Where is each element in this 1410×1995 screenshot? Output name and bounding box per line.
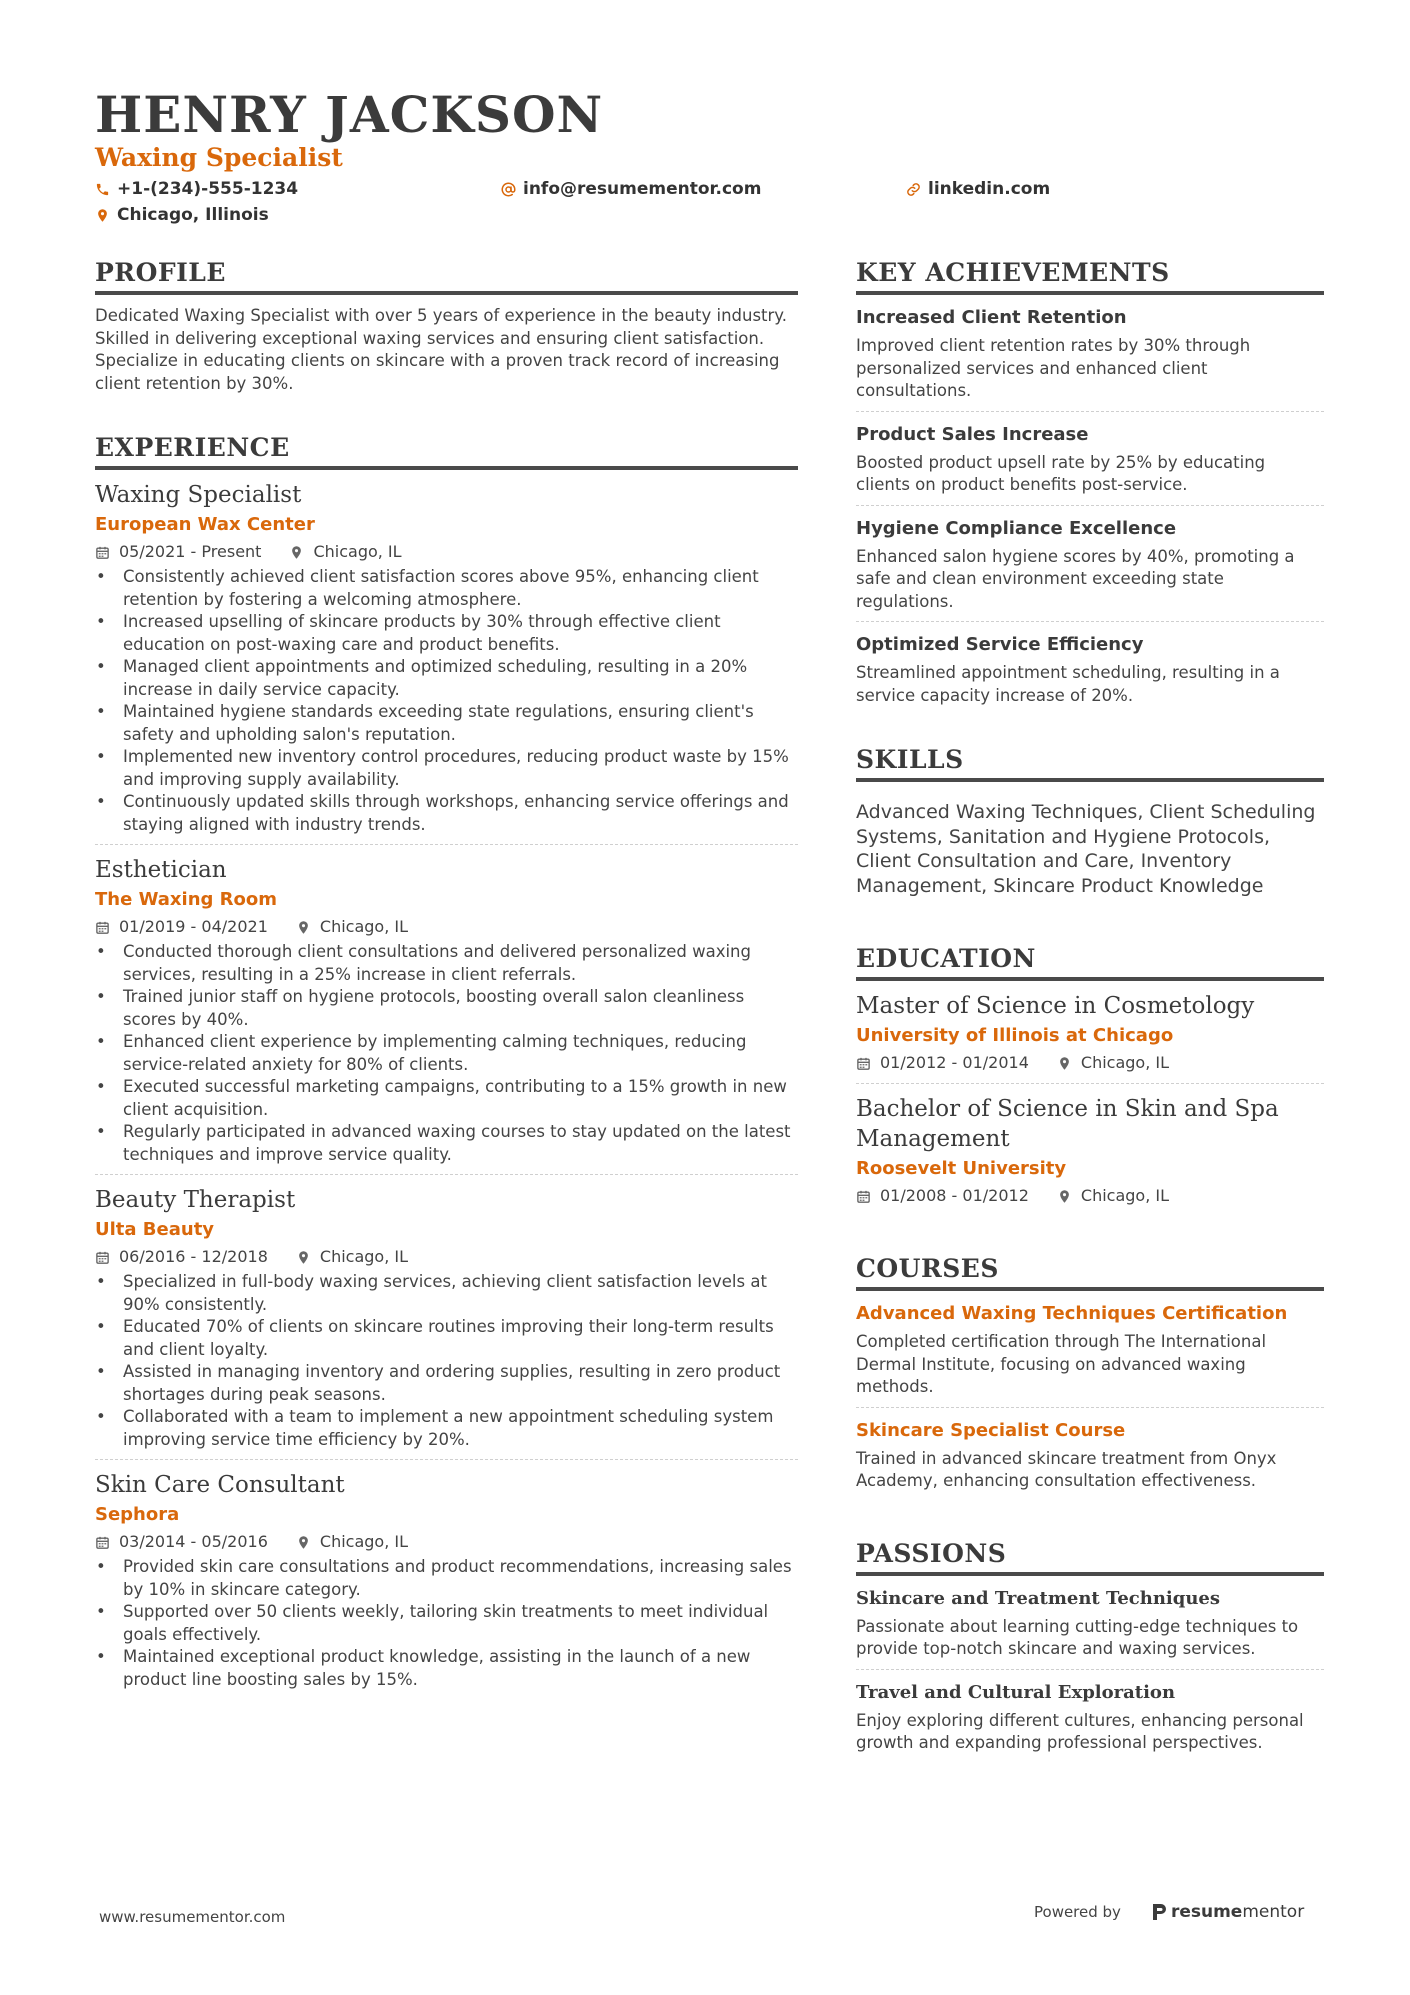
job-bullets xyxy=(95,1556,798,1691)
job-location: Chicago, IL xyxy=(319,1247,408,1266)
contact-location xyxy=(95,202,269,228)
bullet-item: • Assisted in managing inventory and ordering supplies, resulting in zero product shortages during peak seasons. xyxy=(95,1361,798,1406)
company-name: European Wax Center xyxy=(95,514,315,535)
skills-section xyxy=(856,745,1324,898)
location-pin-icon xyxy=(1057,1189,1072,1204)
job-location-wrap xyxy=(296,915,408,939)
achievement-title: Increased Client Retention xyxy=(856,307,1127,328)
job-bullets xyxy=(95,566,798,836)
divider xyxy=(856,621,1324,622)
calendar-icon xyxy=(95,545,110,560)
job-title: Esthetician xyxy=(95,857,227,883)
candidate-name: HENRY JACKSON xyxy=(95,85,604,144)
school-name: University of Illinois at Chicago xyxy=(856,1025,1174,1046)
linkedin-text[interactable]: linkedin.com xyxy=(928,179,1051,199)
bullet-item: • Managed client appointments and optimized scheduling, resulting in a 20% increase in daily service capacity. xyxy=(95,656,798,701)
bullet-item: • Specialized in full-body waxing services, achieving client satisfaction levels at 90% consistently. xyxy=(95,1271,798,1316)
job-location: Chicago, IL xyxy=(319,917,408,936)
education-section xyxy=(856,944,1324,1208)
footer-powered-by xyxy=(1034,1902,1304,1922)
skills-text: Advanced Waxing Techniques, Client Scheduling Systems, Sanitation and Hygiene Protocols, Client Consultation and Care, Inventory Management, Skincare Product Knowledge xyxy=(856,801,1316,897)
course-desc: Completed certification through The International Dermal Institute, focusing on advanced waxing methods. xyxy=(856,1332,1267,1396)
job-location-wrap xyxy=(296,1245,408,1269)
passion-title: Skincare and Treatment Techniques xyxy=(856,1587,1220,1609)
location-pin-icon xyxy=(95,208,110,223)
course-title: Advanced Waxing Techniques Certification xyxy=(856,1303,1288,1324)
at-sign-icon xyxy=(501,182,516,197)
right-column xyxy=(856,258,1324,1755)
achievements-heading: KEY ACHIEVEMENTS xyxy=(856,258,1324,295)
job-meta xyxy=(95,915,798,939)
brand-logo[interactable] xyxy=(1151,1902,1304,1922)
resume-header xyxy=(95,86,1325,228)
achievement-title: Hygiene Compliance Excellence xyxy=(856,517,1177,539)
courses-heading: COURSES xyxy=(856,1254,1324,1291)
passion-item xyxy=(856,1586,1324,1670)
achievement-item xyxy=(856,632,1324,707)
contact-linkedin[interactable] xyxy=(906,176,1050,202)
resumementor-logo-icon xyxy=(1151,1902,1167,1922)
job-dates: 03/2014 - 05/2016 xyxy=(119,1532,268,1551)
bullet-item: • Maintained hygiene standards exceeding state regulations, ensuring client's safety and upholding salon's reputation. xyxy=(95,701,798,746)
bullet-item: • Collaborated with a team to implement a new appointment scheduling system improving service time efficiency by 20%. xyxy=(95,1406,798,1451)
profile-heading: PROFILE xyxy=(95,258,798,295)
divider xyxy=(856,1407,1324,1408)
phone-text: +1-(234)-555-1234 xyxy=(117,179,299,199)
job-title: Beauty Therapist xyxy=(95,1187,296,1213)
job-bullets xyxy=(95,1271,798,1451)
divider xyxy=(95,1174,798,1175)
bullet-item: • Enhanced client experience by implementing calming techniques, reducing service-related anxiety for 80% of clients. xyxy=(95,1031,798,1076)
achievement-item xyxy=(856,305,1324,412)
company-name: The Waxing Room xyxy=(95,889,278,910)
achievement-desc: Boosted product upsell rate by 25% by educating clients on product benefits post-service. xyxy=(856,452,1266,494)
profile-section xyxy=(95,258,798,395)
education-meta xyxy=(856,1051,1324,1075)
bullet-item: • Maintained exceptional product knowledge, assisting in the launch of a new product line boosting sales by 15%. xyxy=(95,1646,798,1691)
job-dates: 05/2021 - Present xyxy=(119,542,262,561)
education-dates: 01/2008 - 01/2012 xyxy=(880,1186,1029,1205)
calendar-icon xyxy=(95,1250,110,1265)
course-item xyxy=(856,1301,1324,1408)
calendar-icon xyxy=(95,920,110,935)
achievement-item xyxy=(856,422,1324,506)
divider xyxy=(856,505,1324,506)
location-pin-icon xyxy=(296,1250,311,1265)
job-meta xyxy=(95,1530,798,1554)
job-meta xyxy=(95,1245,798,1269)
calendar-icon xyxy=(856,1189,871,1204)
achievement-desc: Enhanced salon hygiene scores by 40%, promoting a safe and clean environment exceeding state regulations. xyxy=(856,546,1295,611)
passion-title: Travel and Cultural Exploration xyxy=(856,1681,1176,1703)
bullet-item: • Continuously updated skills through workshops, enhancing service offerings and staying aligned with industry trends. xyxy=(95,791,798,836)
job-dates: 06/2016 - 12/2018 xyxy=(119,1247,268,1266)
education-location: Chicago, IL xyxy=(1080,1186,1169,1205)
phone-icon xyxy=(95,182,110,197)
profile-text: Dedicated Waxing Specialist with over 5 years of experience in the beauty industry. Skilled in delivering exceptional waxing services and ensuring client satisfaction. Specialize in educating clients on skincare with a proven track record of increasing client retention by 30%. xyxy=(95,306,787,393)
job-entry xyxy=(95,1470,798,1691)
experience-section xyxy=(95,433,798,1691)
passion-item xyxy=(856,1680,1324,1755)
job-location-wrap xyxy=(296,1530,408,1554)
job-dates: 01/2019 - 04/2021 xyxy=(119,917,268,936)
job-entry xyxy=(95,480,798,845)
email-text[interactable]: info@resumementor.com xyxy=(523,179,762,199)
job-meta xyxy=(95,540,798,564)
education-location-wrap xyxy=(1057,1184,1169,1208)
location-pin-icon xyxy=(289,545,304,560)
calendar-icon xyxy=(856,1056,871,1071)
divider xyxy=(856,1669,1324,1670)
location-text: Chicago, Illinois xyxy=(117,205,269,225)
job-entry xyxy=(95,855,798,1175)
calendar-icon xyxy=(95,1535,110,1550)
education-location-wrap xyxy=(1057,1051,1169,1075)
divider xyxy=(856,411,1324,412)
skills-heading: SKILLS xyxy=(856,745,1324,782)
contact-info xyxy=(95,176,1325,228)
achievement-item xyxy=(856,516,1324,623)
course-desc: Trained in advanced skincare treatment from Onyx Academy, enhancing consultation effectiveness. xyxy=(856,1448,1277,1490)
passion-desc: Enjoy exploring different cultures, enhancing personal growth and expanding professional perspectives. xyxy=(856,1710,1304,1752)
footer-website[interactable]: www.resumementor.com xyxy=(99,1908,286,1926)
job-location: Chicago, IL xyxy=(313,542,402,561)
bullet-item: • Supported over 50 clients weekly, tailoring skin treatments to meet individual goals effectively. xyxy=(95,1601,798,1646)
link-icon xyxy=(906,182,921,197)
bullet-item: • Trained junior staff on hygiene protocols, boosting overall salon cleanliness scores by 40%. xyxy=(95,986,798,1031)
brand-light: mentor xyxy=(1242,1902,1305,1922)
bullet-item: • Executed successful marketing campaigns, contributing to a 15% growth in new client acquisition. xyxy=(95,1076,798,1121)
bullet-item: • Consistently achieved client satisfaction scores above 95%, enhancing client retention by fostering a welcoming atmosphere. xyxy=(95,566,798,611)
school-name: Roosevelt University xyxy=(856,1158,1067,1179)
job-bullets xyxy=(95,941,798,1166)
bullet-item: • Educated 70% of clients on skincare routines improving their long-term results and client loyalty. xyxy=(95,1316,798,1361)
company-name: Sephora xyxy=(95,1504,180,1525)
bullet-item: • Provided skin care consultations and product recommendations, increasing sales by 10% in skincare category. xyxy=(95,1556,798,1601)
bullet-item: • Implemented new inventory control procedures, reducing product waste by 15% and improving supply availability. xyxy=(95,746,798,791)
contact-phone xyxy=(95,176,298,202)
job-title: Skin Care Consultant xyxy=(95,1472,345,1498)
divider xyxy=(856,1083,1324,1084)
contact-email[interactable] xyxy=(501,176,761,202)
course-item xyxy=(856,1418,1324,1493)
course-title: Skincare Specialist Course xyxy=(856,1419,1126,1441)
location-pin-icon xyxy=(296,920,311,935)
education-item xyxy=(856,1094,1324,1208)
bullet-item: • Conducted thorough client consultations and delivered personalized waxing services, resulting in a 25% increase in client referrals. xyxy=(95,941,798,986)
achievement-desc: Improved client retention rates by 30% through personalized services and enhanced client consultations. xyxy=(856,336,1251,400)
passions-section xyxy=(856,1539,1324,1755)
education-dates: 01/2012 - 01/2014 xyxy=(880,1053,1029,1072)
brand-bold: resume xyxy=(1170,1902,1243,1922)
bullet-item: • Regularly participated in advanced waxing courses to stay updated on the latest techniques and improve service quality. xyxy=(95,1121,798,1166)
candidate-title: Waxing Specialist xyxy=(95,143,343,172)
divider xyxy=(95,844,798,845)
job-title: Waxing Specialist xyxy=(95,482,302,508)
passions-heading: PASSIONS xyxy=(856,1539,1324,1576)
location-pin-icon xyxy=(296,1535,311,1550)
courses-section xyxy=(856,1254,1324,1493)
job-location-wrap xyxy=(289,540,401,564)
achievements-section xyxy=(856,258,1324,707)
location-pin-icon xyxy=(1057,1056,1072,1071)
degree-title: Bachelor of Science in Skin and Spa Management xyxy=(856,1096,1279,1152)
job-entry xyxy=(95,1185,798,1460)
education-heading: EDUCATION xyxy=(856,944,1324,981)
achievement-desc: Streamlined appointment scheduling, resulting in a service capacity increase of 20%. xyxy=(856,663,1280,705)
company-name: Ulta Beauty xyxy=(95,1219,215,1240)
bullet-item: • Increased upselling of skincare products by 30% through effective client education on post-waxing care and product benefits. xyxy=(95,611,798,656)
passion-desc: Passionate about learning cutting-edge techniques to provide top-notch skincare and waxing services. xyxy=(856,1616,1299,1658)
left-column xyxy=(95,258,798,1691)
education-location: Chicago, IL xyxy=(1080,1053,1169,1072)
powered-by-text: Powered by xyxy=(1034,1903,1121,1921)
achievement-title: Product Sales Increase xyxy=(856,423,1089,445)
education-item xyxy=(856,991,1324,1084)
job-location: Chicago, IL xyxy=(319,1532,408,1551)
achievement-title: Optimized Service Efficiency xyxy=(856,634,1144,655)
degree-title: Master of Science in Cosmetology xyxy=(856,993,1255,1019)
experience-heading: EXPERIENCE xyxy=(95,433,798,470)
education-meta xyxy=(856,1184,1324,1208)
divider xyxy=(95,1459,798,1460)
